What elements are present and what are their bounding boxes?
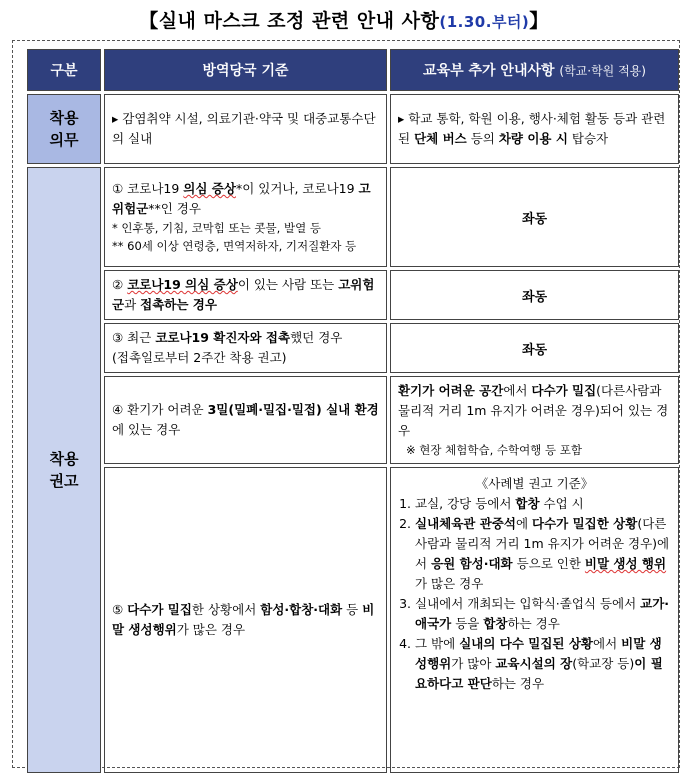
category-recommend: 착용 권고 — [27, 167, 101, 773]
r1-health: ① 코로나19 의심 증상*이 있거나, 코로나19 고위험군**인 경우 * 인후통, 기침, 코막힘 또는 콧물, 발열 등 ** 60세 이상 연령층, 면역저하자, 기저질환자 등 — [104, 167, 387, 267]
header-education-ministry: 교육부 추가 안내사항 (학교·학원 적용) — [390, 49, 679, 91]
title-date: (1.30.부터) — [439, 13, 530, 31]
r5-health: ⑤ 다수가 밀집한 상황에서 함성·합창·대화 등 비말 생성행위가 많은 경우 — [104, 467, 387, 773]
row-recommend-3 — [27, 323, 679, 373]
title-main: 【실내 마스크 조정 관련 안내 사항 — [139, 10, 440, 32]
r3-edu: 좌동 — [390, 323, 679, 373]
row-recommend-5 — [27, 467, 679, 773]
r2-edu: 좌동 — [390, 270, 679, 320]
examples-list — [398, 494, 671, 694]
row-mandatory — [27, 94, 679, 164]
row-recommend-2 — [27, 270, 679, 320]
row-recommend-1 — [27, 167, 679, 267]
examples-heading: 《사례별 권고 기준》 — [475, 476, 594, 491]
example-item: 3. 실내에서 개최되는 입학식·졸업식 등에서 교가·애국가 등을 합창하는 경우 — [415, 594, 671, 634]
title-close: 】 — [529, 10, 549, 32]
header-category: 구분 — [27, 49, 101, 91]
r5-edu — [390, 467, 679, 773]
example-item: 1. 교실, 강당 등에서 합창 수업 시 — [415, 494, 671, 514]
mask-guideline-table — [24, 46, 682, 776]
row-recommend-4 — [27, 376, 679, 464]
document-title — [0, 6, 688, 33]
r1-edu: 좌동 — [390, 167, 679, 267]
header-health-authority: 방역당국 기준 — [104, 49, 387, 91]
example-item: 4. 그 밖에 실내의 다수 밀집된 상황에서 비말 생성행위가 많아 교육시설의 장(학교장 등)이 필요하다고 판단하는 경우 — [415, 634, 671, 694]
r2-health: ② 코로나19 의심 증상이 있는 사람 또는 고위험군과 접촉하는 경우 — [104, 270, 387, 320]
mandatory-edu: ▸ 학교 통학, 학원 이용, 행사·체험 활동 등과 관련된 단체 버스 등의 차량 이용 시 탑승자 — [390, 94, 679, 164]
mandatory-health: ▸ 감염취약 시설, 의료기관·약국 및 대중교통수단의 실내 — [104, 94, 387, 164]
category-mandatory: 착용 의무 — [27, 94, 101, 164]
r3-health: ③ 최근 코로나19 확진자와 접촉했던 경우 (접촉일로부터 2주간 착용 권고) — [104, 323, 387, 373]
r4-edu: 환기가 어려운 공간에서 다수가 밀집(다른사람과 물리적 거리 1m 유지가 어려운 경우)되어 있는 경우 ※ 현장 체험학습, 수학여행 등 포함 — [390, 376, 679, 464]
example-item: 2. 실내체육관 관중석에 다수가 밀집한 상황(다른사람과 물리적 거리 1m 유지가 어려운 경우)에서 응원 함성·대화 등으로 인한 비말 생성 행위가 많은 경우 — [415, 514, 671, 594]
header-row — [27, 49, 679, 91]
r4-health: ④ 환기가 어려운 3밀(밀폐·밀집·밀접) 실내 환경에 있는 경우 — [104, 376, 387, 464]
